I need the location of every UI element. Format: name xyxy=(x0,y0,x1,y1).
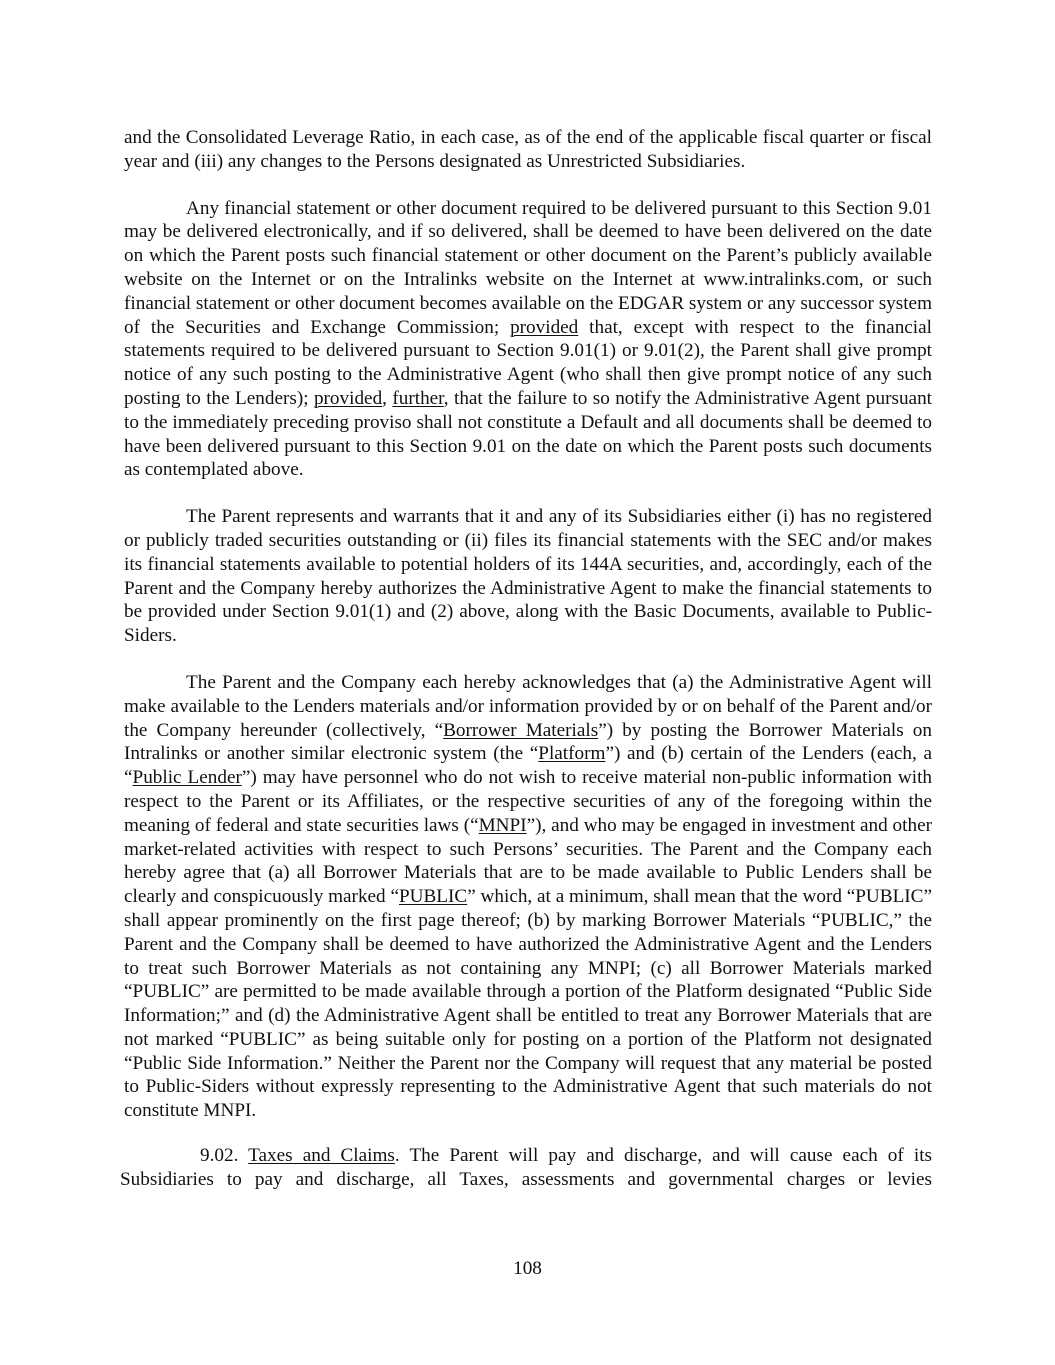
text-run: ”) and (b) certain of the Lenders (each, a “ xyxy=(124,743,932,789)
defined-term-platform: Platform xyxy=(538,743,606,765)
defined-term-further: further xyxy=(392,387,444,409)
defined-term-mnpi: MNPI xyxy=(478,814,527,836)
paragraph-continuation: and the Consolidated Leverage Ratio, in each case, as of the end of the applicable fiscal quarter or fiscal year and (iii) any changes to the Persons designated as Unrestricted Subsidiaries. xyxy=(124,127,932,172)
defined-term-public-lender: Public Lender xyxy=(132,767,242,789)
section-heading: Taxes and Claims xyxy=(248,1145,395,1167)
section-number: 9.02. xyxy=(200,1145,249,1167)
text-run: , xyxy=(382,387,393,409)
text-run: ”), and who may be engaged in investment and other market-related activities with respect to such Persons’ securities. The Parent and the Company each hereby agree that (a) all Borrower Materials that are to be made available to Public Lenders shall be clearly and conspicuously marked “ xyxy=(124,814,932,908)
section-9-02-taxes-and-claims xyxy=(120,1144,932,1192)
page-number: 108 xyxy=(513,1258,542,1279)
text-run: . The Parent will pay and discharge, and will cause each of its xyxy=(394,1145,933,1167)
paragraph-representations: The Parent represents and warrants that it and any of its Subsidiaries either (i) has no registered or publicly traded securities outstanding or (ii) files its financial statements with the SEC and/or makes its financial statements available to potential holders of its 144A securities, and, accordingly, each of the Parent and the Company hereby authorizes the Administrative Agent to make the financial statements to be provided under Section 9.01(1) and (2) above, along with the Basic Documents, available to Public-Siders. xyxy=(124,506,932,647)
section-first-line xyxy=(120,1144,932,1168)
text-run: The Parent and the Company each hereby acknowledges that (a) the Administrative Agent will make available to the Lenders materials and/or information provided by or on behalf of the Parent and/or the Company hereunder (collectively, “ xyxy=(124,671,932,741)
text-run: ”) by posting the Borrower Materials on Intralinks or another similar electronic system (the “ xyxy=(124,719,932,765)
defined-term-borrower-materials: Borrower Materials xyxy=(443,719,599,741)
document-page xyxy=(120,126,933,1192)
text-run: Any financial statement or other document required to be delivered pursuant to this Section 9.01 may be delivered electronically, and if so delivered, shall be deemed to have been delivered on the date on which the Parent posts such financial statement or other document on the Parent’s publicly available website on the Internet or on the Intralinks website on the Internet at www.intralinks.com, or such financial statement or other document becomes available on the EDGAR system or any successor system of the Securities and Exchange Commission; xyxy=(124,197,932,338)
text-run: ”) may have personnel who do not wish to receive material non-public information with respect to the Parent or its Affiliates, or the respective securities of any of the foregoing within the meaning of federal and state securities laws (“ xyxy=(124,767,932,836)
text-run: ” which, at a minimum, shall mean that the word “PUBLIC” shall appear prominently on the first page thereof; (b) by marking Borrower Materials “PUBLIC,” the Parent and the Company shall be deemed to have authorized the Administrative Agent and the Lenders to treat such Borrower Materials as not containing any MNPI; (c) all Borrower Materials marked “PUBLIC” are permitted to be made available through a portion of the Platform designated “Public Side Information;” and (d) the Administrative Agent shall be entitled to treat any Borrower Materials that are not marked “PUBLIC” as being suitable only for posting on a portion of the Platform not designated “Public Side Information.” Neither the Parent nor the Company will request that any material be posted to Public-Siders without expressly representing to the Administrative Agent that such materials do not constitute MNPI. xyxy=(124,886,933,1122)
paragraph-electronic-delivery xyxy=(124,197,932,483)
defined-term-provided: provided xyxy=(510,316,579,338)
text-run: , that the failure to so notify the Administrative Agent pursuant to the immediately preceding proviso shall not constitute a Default and all documents shall be deemed to have been delivered pursuant to this Section 9.01 on the date on which the Parent posts such documents as contemplated above. xyxy=(124,387,932,481)
defined-term-provided-2: provided xyxy=(313,387,383,409)
text-run: that, except with respect to the financial statements required to be delivered pursuant to Section 9.01(1) or 9.01(2), the Parent shall give prompt notice of any such posting to the Administrative Agent (who shall then give prompt notice of any such posting to the Lenders); xyxy=(124,316,932,409)
section-second-line: Subsidiaries to pay and discharge, all Taxes, assessments and governmental charges or levies xyxy=(120,1168,932,1190)
paragraph-borrower-materials xyxy=(124,671,932,1123)
defined-term-public: PUBLIC xyxy=(398,886,468,908)
